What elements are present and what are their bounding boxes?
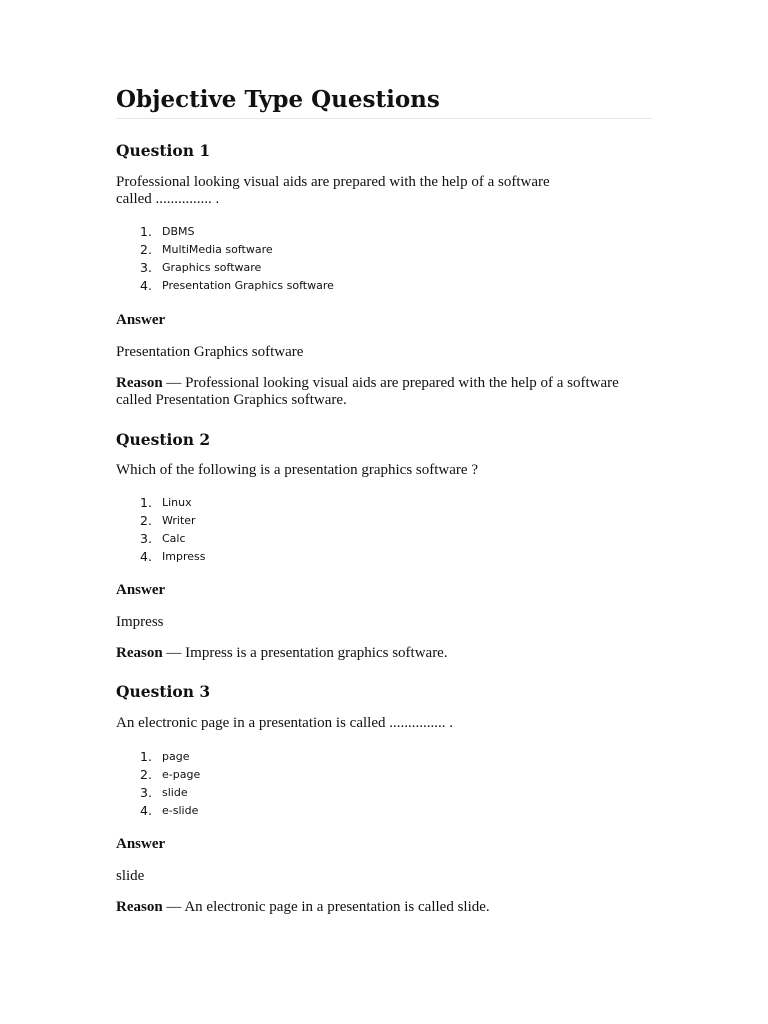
option-item	[116, 259, 652, 277]
question-heading: Question 3	[116, 682, 211, 701]
option-label: e-slide	[162, 804, 199, 817]
question-1	[116, 141, 652, 409]
option-item	[116, 784, 652, 802]
option-label: e-page	[162, 768, 201, 781]
option-label: MultiMedia software	[162, 243, 273, 256]
option-label: Linux	[162, 496, 192, 509]
reason-body: — An electronic page in a presentation is called slide.	[162, 899, 490, 915]
question-3	[116, 682, 652, 916]
option-label: Writer	[162, 514, 196, 527]
answer-value: Impress	[116, 614, 164, 630]
option-number: 3.	[140, 531, 152, 546]
reason-body: — Professional looking visual aids are prepared with the help of a software called Presentation Graphics software.	[116, 375, 619, 408]
option-item	[116, 241, 652, 259]
option-label: page	[162, 750, 190, 763]
option-label: DBMS	[162, 225, 195, 238]
page-title: Objective Type Questions	[116, 84, 652, 119]
question-2	[116, 430, 652, 662]
option-number: 1.	[140, 495, 152, 510]
option-number: 3.	[140, 260, 152, 275]
option-number: 2.	[140, 767, 152, 782]
option-item	[116, 494, 652, 512]
option-label: Graphics software	[162, 261, 262, 274]
options-list	[116, 494, 652, 566]
option-item	[116, 748, 652, 766]
option-label: slide	[162, 786, 188, 799]
reason-label: Reason	[116, 645, 163, 661]
option-label: Presentation Graphics software	[162, 279, 334, 292]
option-number: 4.	[140, 278, 152, 293]
question-heading: Question 1	[116, 141, 211, 160]
reason-text	[116, 645, 652, 662]
option-number: 2.	[140, 242, 152, 257]
option-item	[116, 277, 652, 295]
question-text: Professional looking visual aids are prepared with the help of a software called ............... .	[116, 174, 550, 207]
reason-label: Reason	[116, 899, 163, 915]
reason-text	[116, 899, 652, 916]
option-number: 1.	[140, 224, 152, 239]
answer-label: Answer	[116, 836, 166, 852]
option-item	[116, 766, 652, 784]
question-text: Which of the following is a presentation graphics software ?	[116, 462, 478, 478]
option-label: Calc	[162, 532, 186, 545]
option-number: 3.	[140, 785, 152, 800]
option-number: 4.	[140, 803, 152, 818]
document-page	[116, 84, 652, 916]
question-text: An electronic page in a presentation is called ............... .	[116, 715, 453, 731]
options-list	[116, 748, 652, 820]
option-item	[116, 802, 652, 820]
question-heading: Question 2	[116, 430, 211, 449]
answer-value: Presentation Graphics software	[116, 344, 304, 360]
option-label: Impress	[162, 550, 206, 563]
option-item	[116, 512, 652, 530]
option-number: 1.	[140, 749, 152, 764]
reason-text	[116, 375, 652, 409]
answer-label: Answer	[116, 582, 166, 598]
option-number: 4.	[140, 549, 152, 564]
reason-body: — Impress is a presentation graphics software.	[162, 645, 448, 661]
answer-label: Answer	[116, 312, 166, 328]
option-item	[116, 223, 652, 241]
options-list	[116, 223, 652, 295]
option-item	[116, 530, 652, 548]
reason-label: Reason	[116, 375, 163, 391]
option-number: 2.	[140, 513, 152, 528]
option-item	[116, 548, 652, 566]
answer-value: slide	[116, 868, 145, 884]
